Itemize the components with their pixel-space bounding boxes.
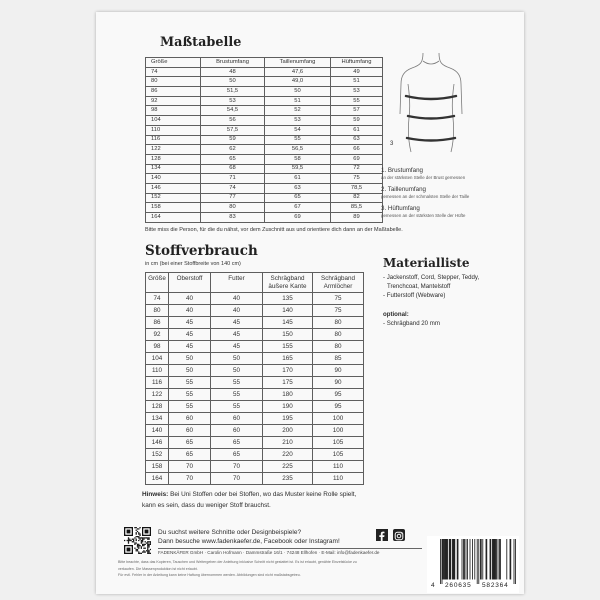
- table-cell: 55: [211, 389, 263, 401]
- barcode-digit-group: 582364: [482, 582, 509, 589]
- table-cell: 83: [201, 213, 265, 223]
- table-cell: 170: [263, 365, 313, 377]
- table-cell: 56: [201, 116, 265, 126]
- table-row: [146, 305, 364, 317]
- table-row: [146, 116, 383, 126]
- table-cell: 175: [263, 377, 313, 389]
- barcode-digit-group: 260635: [445, 582, 472, 589]
- table-cell: 75: [331, 174, 383, 184]
- fabric-usage-subtitle: in cm (bei einer Stoffbreite von 140 cm): [145, 261, 241, 267]
- table-cell: 55: [211, 377, 263, 389]
- table-cell: 180: [263, 389, 313, 401]
- table-cell: 105: [313, 437, 364, 449]
- table-cell: 158: [146, 203, 201, 213]
- table-cell: 50: [265, 87, 331, 97]
- table-cell: 40: [169, 305, 211, 317]
- table-row: [146, 145, 383, 155]
- table-row: [146, 317, 364, 329]
- table-row: [146, 365, 364, 377]
- table-cell: 146: [146, 437, 169, 449]
- material-list-title: Materialliste: [383, 256, 470, 270]
- table-cell: 56,5: [265, 145, 331, 155]
- table-cell: 53: [201, 96, 265, 106]
- table-cell: 78,5: [331, 183, 383, 193]
- table-row: [146, 125, 383, 135]
- column-header: Brustumfang: [201, 58, 265, 68]
- table-cell: 65: [169, 449, 211, 461]
- table-row: [146, 174, 383, 184]
- table-cell: 50: [211, 353, 263, 365]
- table-row: [146, 77, 383, 87]
- table-cell: 52: [265, 106, 331, 116]
- table-row: [146, 154, 383, 164]
- table-row: [146, 449, 364, 461]
- fine-print: [118, 559, 357, 579]
- table-cell: 110: [146, 125, 201, 135]
- table-cell: 67: [265, 203, 331, 213]
- table-cell: 80: [313, 341, 364, 353]
- hip-line: [407, 138, 455, 141]
- table-cell: 50: [169, 365, 211, 377]
- table-cell: 128: [146, 401, 169, 413]
- table-cell: 65: [211, 449, 263, 461]
- table-cell: 210: [263, 437, 313, 449]
- table-cell: 68: [201, 164, 265, 174]
- table-row: [146, 96, 383, 106]
- fine-print-line: Bitte beachte, dass das Kopieren, Tauschen und Weitergeben der Anleitung inklusive Schnitt nicht gestattet ist. Es ist erlaubt, genähte Einzelstücke zu: [118, 560, 357, 564]
- table-cell: 146: [146, 183, 201, 193]
- table-row: [146, 135, 383, 145]
- table-cell: 122: [146, 389, 169, 401]
- table-cell: 69: [331, 154, 383, 164]
- table-cell: 49: [331, 67, 383, 77]
- table-cell: 85,5: [331, 203, 383, 213]
- table-row: [146, 203, 383, 213]
- table-cell: 45: [169, 341, 211, 353]
- table-cell: 74: [146, 67, 201, 77]
- table-cell: 80: [313, 317, 364, 329]
- table-row: [146, 353, 364, 365]
- table-cell: 51: [265, 96, 331, 106]
- table-cell: 45: [169, 329, 211, 341]
- table-cell: 55: [169, 389, 211, 401]
- legend-desc: gemessen an der schmalsten Stelle der Taille: [381, 194, 470, 199]
- table-cell: 165: [263, 353, 313, 365]
- table-cell: 60: [169, 413, 211, 425]
- table-cell: 95: [313, 389, 364, 401]
- table-cell: 40: [211, 293, 263, 305]
- table-cell: 47,6: [265, 67, 331, 77]
- table-cell: 70: [211, 473, 263, 485]
- table-cell: 155: [263, 341, 313, 353]
- table-row: [146, 329, 364, 341]
- table-cell: 57,5: [201, 125, 265, 135]
- table-cell: 150: [263, 329, 313, 341]
- table-cell: 152: [146, 193, 201, 203]
- table-cell: 60: [211, 425, 263, 437]
- table-cell: 80: [313, 329, 364, 341]
- table-row: [146, 164, 383, 174]
- table-row: [146, 473, 364, 485]
- table-cell: 105: [313, 449, 364, 461]
- table-cell: 122: [146, 145, 201, 155]
- table-row: [146, 377, 364, 389]
- hint-text: Bei Uni Stoffen oder bei Stoffen, wo das Muster keine Rolle spielt, kann es sein, dass du weniger Stoff brauchst.: [142, 491, 357, 509]
- barcode: [427, 536, 519, 593]
- table-cell: 55: [169, 401, 211, 413]
- table-cell: 70: [211, 461, 263, 473]
- table-cell: 61: [331, 125, 383, 135]
- table-row: [146, 87, 383, 97]
- table-cell: 55: [331, 96, 383, 106]
- table-row: [146, 106, 383, 116]
- table-cell: 152: [146, 449, 169, 461]
- table-cell: 60: [211, 413, 263, 425]
- table-cell: 48: [201, 67, 265, 77]
- column-header: Taillenumfang: [265, 58, 331, 68]
- table-row: [146, 67, 383, 77]
- table-cell: 89: [331, 213, 383, 223]
- table-row: [146, 183, 383, 193]
- material-list: [383, 273, 505, 328]
- fine-print-line: Für evtl. Fehler in der Anleitung kann keine Haftung übernommen werden. Abbildungen sind nicht maßstabsgetreu.: [118, 573, 301, 577]
- table-cell: 70: [169, 473, 211, 485]
- fine-print-line: verkaufen. Die Massenproduktion ist nicht erlaubt.: [118, 566, 198, 571]
- table-cell: 75: [313, 293, 364, 305]
- legend-desc: gemessen an der stärksten Stelle der Hüfte: [381, 213, 466, 218]
- table-cell: 98: [146, 106, 201, 116]
- table-cell: 70: [169, 461, 211, 473]
- table-cell: 128: [146, 154, 201, 164]
- column-header: Größe: [146, 58, 201, 68]
- size-chart-title: Maßtabelle: [160, 35, 242, 50]
- legend-title: 1. Brustumfang: [381, 167, 423, 174]
- table-cell: 164: [146, 213, 201, 223]
- column-header: Oberstoff: [169, 273, 211, 293]
- table-row: [146, 213, 383, 223]
- table-cell: 71: [201, 174, 265, 184]
- table-cell: 104: [146, 353, 169, 365]
- instagram-icon[interactable]: [393, 529, 405, 541]
- hint-label: Hinweis:: [142, 491, 169, 498]
- table-cell: 55: [265, 135, 331, 145]
- table-cell: 220: [263, 449, 313, 461]
- table-cell: 45: [211, 329, 263, 341]
- table-cell: 100: [313, 425, 364, 437]
- table-cell: 80: [146, 77, 201, 87]
- table-cell: 66: [331, 145, 383, 155]
- table-cell: 61: [265, 174, 331, 184]
- table-cell: 140: [146, 174, 201, 184]
- table-cell: 90: [313, 377, 364, 389]
- table-cell: 110: [313, 473, 364, 485]
- table-cell: 50: [211, 365, 263, 377]
- table-cell: 65: [201, 154, 265, 164]
- hip-number: 3: [390, 141, 394, 147]
- chest-line: [406, 96, 456, 99]
- table-cell: 86: [146, 87, 201, 97]
- table-cell: 235: [263, 473, 313, 485]
- torso-measurement-icon: [386, 50, 476, 154]
- table-cell: 45: [169, 317, 211, 329]
- material-item: - Jackenstoff, Cord, Stepper, Teddy, Trenchcoat, Mantelstoff: [383, 274, 480, 290]
- table-cell: 59: [331, 116, 383, 126]
- table-row: [146, 401, 364, 413]
- table-row: [146, 437, 364, 449]
- table-header-row: [146, 273, 364, 293]
- table-cell: 51,5: [201, 87, 265, 97]
- table-cell: 54: [265, 125, 331, 135]
- table-cell: 116: [146, 377, 169, 389]
- table-cell: 85: [313, 353, 364, 365]
- optional-label: optional:: [383, 311, 409, 318]
- table-cell: 74: [146, 293, 169, 305]
- table-cell: 140: [263, 305, 313, 317]
- fabric-usage-title: Stoffverbrauch: [145, 243, 258, 259]
- column-header: Futter: [211, 273, 263, 293]
- table-cell: 49,0: [265, 77, 331, 87]
- material-item: - Futterstoff (Webware): [383, 292, 446, 299]
- legend-title: 3. Hüftumfang: [381, 205, 420, 212]
- table-cell: 145: [263, 317, 313, 329]
- table-cell: 92: [146, 96, 201, 106]
- table-cell: 116: [146, 135, 201, 145]
- table-cell: 40: [169, 293, 211, 305]
- table-cell: 225: [263, 461, 313, 473]
- table-cell: 54,5: [201, 106, 265, 116]
- table-row: [146, 389, 364, 401]
- table-cell: 90: [313, 365, 364, 377]
- waist-line: [408, 116, 454, 119]
- table-cell: 110: [313, 461, 364, 473]
- table-cell: 82: [331, 193, 383, 203]
- barcode-icon: [440, 539, 516, 584]
- column-header: Schrägband äußere Kante: [263, 273, 313, 293]
- barcode-digit: 4: [431, 582, 436, 589]
- legend-desc: an der stärksten Stelle der Brust gemessen: [381, 175, 466, 180]
- measure-note: Bitte miss die Person, für die du nähst, vor dem Zuschnitt aus und orientiere dich dann an der Maßtabelle.: [145, 227, 403, 233]
- column-header: Größe: [146, 273, 169, 293]
- column-header: Hüftumfang: [331, 58, 383, 68]
- table-cell: 55: [169, 377, 211, 389]
- table-cell: 53: [331, 87, 383, 97]
- table-cell: 45: [211, 317, 263, 329]
- size-chart-table: [145, 57, 383, 223]
- table-header-row: [146, 58, 383, 68]
- table-cell: 200: [263, 425, 313, 437]
- table-cell: 195: [263, 413, 313, 425]
- fabric-usage-table: [145, 272, 364, 485]
- table-cell: 77: [201, 193, 265, 203]
- table-cell: 134: [146, 164, 201, 174]
- table-cell: 104: [146, 116, 201, 126]
- table-cell: 60: [169, 425, 211, 437]
- table-cell: 69: [265, 213, 331, 223]
- table-cell: 72: [331, 164, 383, 174]
- table-row: [146, 293, 364, 305]
- table-cell: 74: [201, 183, 265, 193]
- table-row: [146, 341, 364, 353]
- table-cell: 51: [331, 77, 383, 87]
- table-cell: 65: [211, 437, 263, 449]
- table-cell: 100: [313, 413, 364, 425]
- table-cell: 190: [263, 401, 313, 413]
- table-cell: 53: [265, 116, 331, 126]
- table-cell: 65: [265, 193, 331, 203]
- table-cell: 110: [146, 365, 169, 377]
- table-cell: 75: [313, 305, 364, 317]
- legend-title: 2. Taillenumfang: [381, 186, 426, 193]
- table-cell: 59: [201, 135, 265, 145]
- table-cell: 45: [211, 341, 263, 353]
- table-cell: 92: [146, 329, 169, 341]
- table-cell: 65: [169, 437, 211, 449]
- measurement-legend: [381, 167, 469, 219]
- table-cell: 80: [201, 203, 265, 213]
- table-cell: 98: [146, 341, 169, 353]
- optional-item: - Schrägband 20 mm: [383, 320, 440, 327]
- fabric-hint: [142, 489, 367, 511]
- table-cell: 59,5: [265, 164, 331, 174]
- table-cell: 86: [146, 317, 169, 329]
- table-cell: 62: [201, 145, 265, 155]
- table-cell: 158: [146, 461, 169, 473]
- table-cell: 134: [146, 413, 169, 425]
- facebook-icon[interactable]: [376, 529, 388, 541]
- table-row: [146, 193, 383, 203]
- table-row: [146, 461, 364, 473]
- promo-line: Du suchst weitere Schnitte oder Designbeispiele?: [158, 529, 302, 536]
- table-cell: 63: [265, 183, 331, 193]
- table-cell: 164: [146, 473, 169, 485]
- table-row: [146, 425, 364, 437]
- qr-code-icon[interactable]: [124, 527, 151, 554]
- table-cell: 50: [169, 353, 211, 365]
- table-row: [146, 413, 364, 425]
- table-cell: 55: [211, 401, 263, 413]
- table-cell: 50: [201, 77, 265, 87]
- promo-line: Dann besuche www.fadenkaefer.de, Facebook oder Instagram!: [158, 538, 340, 545]
- table-cell: 57: [331, 106, 383, 116]
- column-header: Schrägband Armlöcher: [313, 273, 364, 293]
- table-cell: 40: [211, 305, 263, 317]
- table-cell: 58: [265, 154, 331, 164]
- table-cell: 135: [263, 293, 313, 305]
- table-cell: 140: [146, 425, 169, 437]
- table-cell: 80: [146, 305, 169, 317]
- table-cell: 63: [331, 135, 383, 145]
- table-cell: 95: [313, 401, 364, 413]
- company-address: FADENKÄFER GmbH · Carolin Hofmann · Dammstraße 16/1 · 74248 Ellhofen · E-Mail: info@fadenkaefer.de: [158, 548, 422, 556]
